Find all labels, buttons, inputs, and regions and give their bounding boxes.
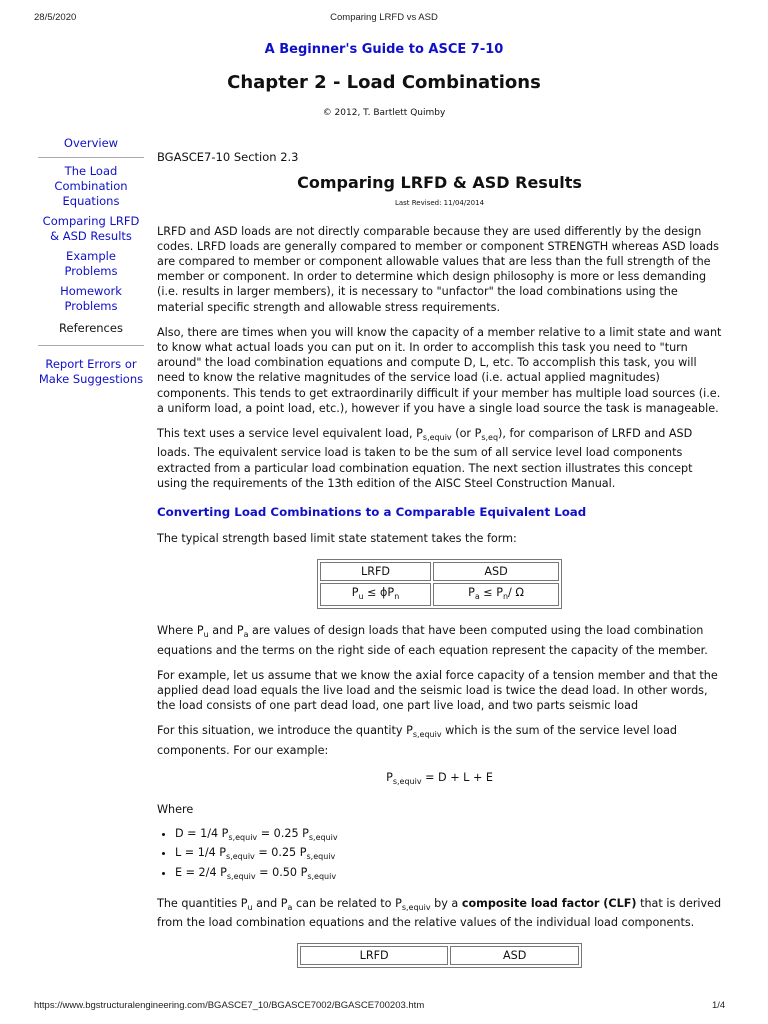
paragraph-5: Where $P_u$ and $P_a$ are values of design loads that have been computed using the load combination equations and the terms on the right side of each equation represent the capacity of the member.	[157, 624, 708, 657]
table-header-lrfd: LRFD	[320, 562, 431, 581]
list-item: • L = 1/4 $P_{s,equiv} = 0.25$ $P_{s,equiv}$	[175, 845, 722, 864]
main-content	[157, 150, 722, 968]
paragraph-3: This text uses a service level equivalent load, $P_{s,equiv}$ (or $P_{s,eq}$), for comparison of LRFD and ASD loads. The equivalent service load is taken to be the sum of all service level load components extracted from a particular load combination equation. The next section illustrates this concept using the requirements of the 13th edition of the AISC Steel Construction Manual.	[157, 427, 693, 490]
last-revised: Last Revised: 11/04/2014	[394, 199, 485, 208]
paragraph-4: The typical strength based limit state statement takes the form:	[157, 532, 517, 546]
limit-state-table	[317, 559, 562, 610]
sidebar-item-overview[interactable]: Overview	[63, 136, 119, 150]
sidebar-nav	[38, 136, 144, 387]
paragraph-1: LRFD and ASD loads are not directly comparable because they are used differently by the design codes. LRFD loads are generally compared to member or component STRENGTH whereas ASD loads are compared to member or component allowable values that are less than the full strength of the member or component. In order to determine which design philosophy is more or less demanding (i.e. results in larger members), it is necessary to "unfactor" the load combinations using the material specific strength and allowable stress requirements.	[157, 224, 719, 314]
print-date: 28/5/2020	[34, 12, 77, 23]
table-cell-asd: $P_a \le P_n/$ Ω	[433, 583, 559, 606]
paragraph-8: The quantities $P_u$ and $P_a$ can be related to $P_{s,equiv}$ by a composite load factor (CLF) that is derived from the load combination equations and the relative values of the individual load components.	[157, 896, 722, 930]
print-page-number: 1/4	[712, 1000, 726, 1011]
chapter-title: Chapter 2 - Load Combinations	[227, 72, 541, 93]
sidebar-item-examples[interactable]: Example Problems	[64, 249, 118, 278]
clf-table	[297, 943, 582, 968]
sidebar-divider	[38, 345, 144, 346]
sidebar-item-homework[interactable]: Homework Problems	[60, 284, 122, 313]
paragraph-6: For example, let us assume that we know the axial force capacity of a tension member and that the applied dead load equals the live load and the seismic load is twice the dead load. In other words, the load consists of one part dead load, one part live load, and two parts seismic load	[157, 668, 718, 713]
sidebar-item-comparing[interactable]: Comparing LRFD & ASD Results	[42, 214, 140, 243]
load-components-list	[157, 826, 722, 884]
sidebar-item-references: References	[59, 321, 123, 335]
print-url: https://www.bgstructuralengineering.com/BGASCE7_10/BGASCE7002/BGASCE700203.htm	[34, 1000, 425, 1011]
list-item: • D = 1/4 $P_{s,equiv} = 0.25$ $P_{s,equiv}$	[175, 826, 722, 845]
equation-ps-equiv: $P_{s,equiv} = D + L + E$	[386, 771, 493, 787]
list-item: • E = 2/4 $P_{s,equiv} = 0.50$ $P_{s,equiv}$	[175, 865, 722, 884]
sidebar-item-report-errors[interactable]: Report Errors or Make Suggestions	[38, 357, 144, 386]
table-header-asd: ASD	[450, 946, 579, 965]
print-page-title: Comparing LRFD vs ASD	[330, 12, 438, 23]
heading-converting[interactable]: Converting Load Combinations to a Comparable Equivalent Load	[157, 505, 587, 520]
sidebar-divider	[38, 157, 144, 158]
table-header-lrfd: LRFD	[300, 946, 448, 965]
sidebar-item-load-combinations[interactable]: The Load Combination Equations	[54, 164, 128, 208]
table-cell-lrfd: $P_u \le \phi P_n$	[320, 583, 431, 606]
article-title: Comparing LRFD & ASD Results	[297, 173, 582, 193]
copyright: © 2012, T. Bartlett Quimby	[322, 108, 446, 118]
where-label: Where	[157, 803, 194, 817]
table-header-asd: ASD	[433, 562, 559, 581]
paragraph-7: For this situation, we introduce the quantity $P_{s,equiv}$ which is the sum of the service level load components. For our example:	[157, 724, 678, 757]
paragraph-2: Also, there are times when you will know the capacity of a member relative to a limit state and want to know what actual loads you can put on it. In order to accomplish this task you need to "turn around" the load combination equations and compute D, L, etc. To accomplish this task, you will need to know the relative magnitudes of the service load (i.e. actual applied magnitudes) components. This tends to get extraordinarily difficult if your member has multiple load sources (i.e. a uniform load, a point load, etc.), however if you have a single load source the task is manageable.	[157, 325, 722, 415]
section-label: BGASCE7-10 Section 2.3	[157, 150, 299, 164]
guide-link[interactable]: A Beginner's Guide to ASCE 7-10	[264, 42, 504, 57]
